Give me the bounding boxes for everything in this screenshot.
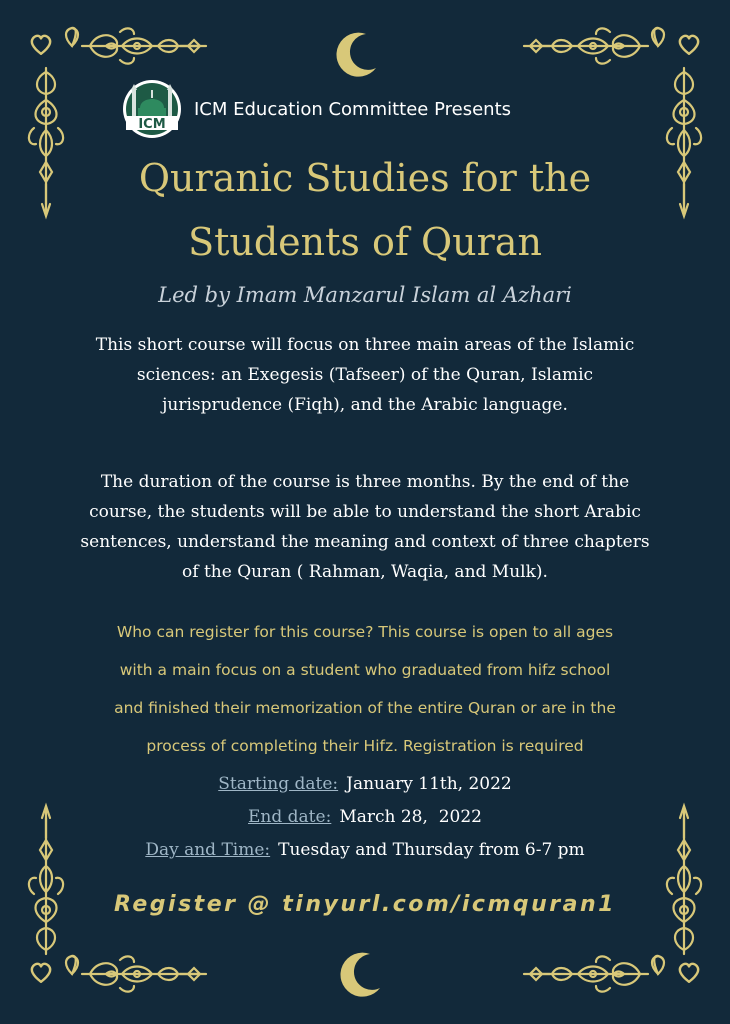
filigree-ornament — [60, 24, 210, 68]
header — [120, 78, 511, 140]
end-date-value: March 28, 2022 — [339, 807, 482, 827]
register-link[interactable]: Register @ tinyurl.com/icmquran1 — [114, 892, 616, 917]
eligibility-line: and finished their memorization of the entire Quran or are in the — [114, 699, 616, 717]
eligibility-line: with a main focus on a student who graduated from hifz school — [119, 661, 611, 679]
title-line: Quranic Studies for the — [138, 156, 592, 200]
crescent-moon-icon — [330, 28, 382, 80]
start-date-value: January 11th, 2022 — [346, 774, 512, 794]
heart-icon — [678, 34, 700, 56]
heart-icon — [30, 962, 52, 984]
subtitle: Led by Imam Manzarul Islam al Azhari — [158, 283, 572, 307]
start-date-row — [0, 768, 730, 801]
description-line: course, the students will be able to understand the short Arabic — [89, 502, 641, 522]
start-date-label: Starting date: — [218, 774, 339, 794]
description-line: sentences, understand the meaning and context of three chapters — [80, 532, 650, 552]
description-line: This short course will focus on three main areas of the Islamic — [95, 335, 635, 355]
heart-icon — [678, 962, 700, 984]
mosque-logo — [120, 78, 184, 140]
eligibility-line: Who can register for this course? This course is open to all ages — [116, 623, 614, 641]
org-name: ICM Education Committee Presents — [194, 98, 512, 120]
description-line: The duration of the course is three months. By the end of the — [100, 472, 630, 492]
filigree-ornament — [520, 24, 670, 68]
end-date-label: End date: — [248, 807, 332, 827]
end-date-row — [0, 801, 730, 834]
description-line: of the Quran ( Rahman, Waqia, and Mulk). — [182, 562, 548, 582]
crescent-moon-icon — [334, 948, 386, 1000]
eligibility-line: process of completing their Hifz. Registration is required — [146, 737, 584, 755]
page-title — [0, 146, 730, 274]
course-details — [0, 768, 730, 867]
filigree-ornament — [60, 952, 210, 996]
schedule-row — [0, 834, 730, 867]
heart-icon — [30, 34, 52, 56]
filigree-ornament — [520, 952, 670, 996]
description-line: sciences: an Exegesis (Tafseer) of the Quran, Islamic — [136, 365, 594, 385]
description-paragraph — [40, 330, 690, 420]
logo-text: ICM — [138, 117, 166, 132]
eligibility-text — [28, 613, 702, 765]
description-line: jurisprudence (Fiqh), and the Arabic language. — [162, 395, 568, 415]
schedule-label: Day and Time: — [145, 840, 271, 860]
description-paragraph — [40, 467, 690, 587]
schedule-value: Tuesday and Thursday from 6-7 pm — [278, 840, 585, 860]
title-line: Students of Quran — [188, 220, 542, 264]
